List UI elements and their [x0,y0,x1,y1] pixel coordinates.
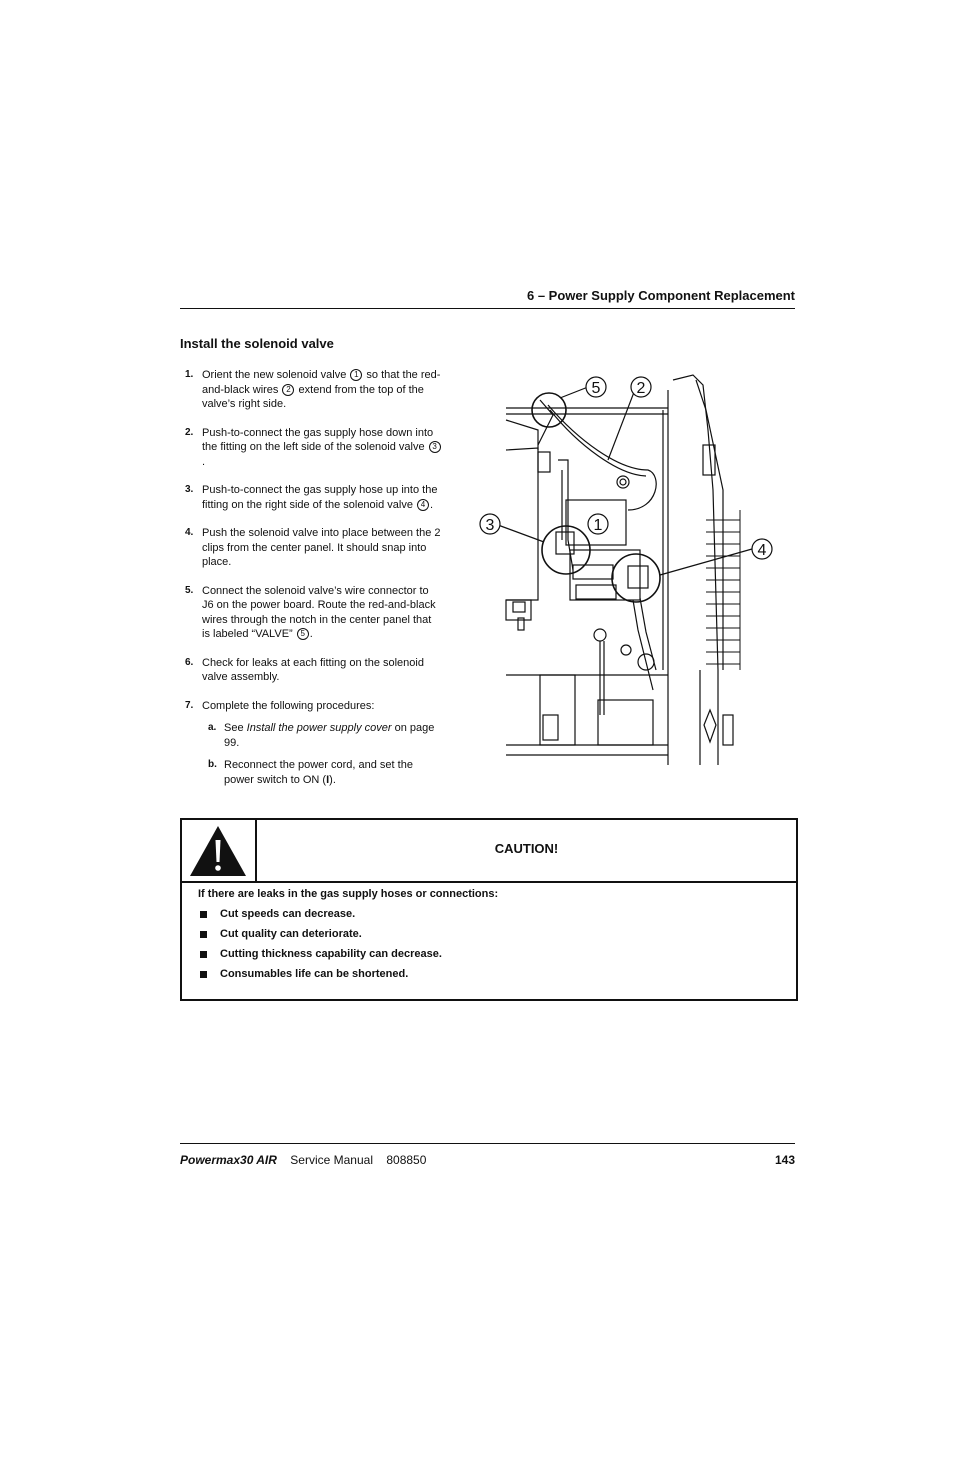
chapter-header: 6 – Power Supply Component Replacement [527,288,795,303]
substep-b [180,758,442,787]
step-text: . [202,455,206,468]
bullet-square-icon [200,931,207,938]
callout-marker: 5 [297,628,309,640]
step-7 [180,699,442,714]
step-number: 5. [185,584,194,596]
step-number: 2. [185,426,194,438]
step-3 [180,483,442,512]
footer-manual: Service Manual [290,1153,373,1167]
caution-header [182,820,796,883]
caution-intro: If there are leaks in the gas supply hoses or connections: [198,888,499,900]
on-symbol: I [326,773,330,786]
step-number: 1. [185,369,194,380]
caution-item-text: Cut speeds can decrease. [220,908,356,920]
step-text: Push-to-connect the gas supply hose down into the fitting on the left side of the solenoid valve [202,426,434,453]
step-number: 3. [185,484,194,495]
figure-callout-3: 3 [485,517,495,534]
bullet-square-icon [200,951,207,958]
figure-callout-1: 1 [593,517,603,534]
caution-icon-cell [182,820,257,881]
step-text: . [309,628,313,640]
step-5 [180,584,442,642]
step-number: 4. [185,527,194,538]
footer-info [180,1153,426,1167]
caution-list [198,908,788,980]
bullet-square-icon [200,971,207,978]
step-number: 6. [185,656,194,668]
callout-marker: 4 [417,499,429,511]
substep-letter: a. [208,722,217,733]
substep-text: Reconnect the power cord, and set the power switch to ON ( [224,759,413,786]
step-text: Orient the new solenoid valve [202,369,350,381]
substep-text: on page 99. [224,722,435,749]
caution-box [180,818,798,1001]
list-item [198,968,788,980]
bullet-square-icon [200,911,207,918]
warning-triangle-icon [182,820,255,881]
footer-product: Powermax30 AIR [180,1153,277,1167]
callout-marker: 3 [429,441,441,453]
section-title: Install the solenoid valve [180,336,334,351]
step-2 [180,426,442,470]
figure-callout-5: 5 [591,380,601,397]
substep-text: ). [329,773,336,786]
caution-item-text: Consumables life can be shortened. [220,968,409,980]
step-4 [180,526,442,570]
header-rule [180,308,795,309]
step-text: Connect the solenoid valve’s wire connector to J6 on the power board. Route the red-and-black wires through the notch in the center panel that is labeled “VALVE” [202,584,436,640]
list-item [198,928,788,940]
substep-text: See [224,722,247,734]
list-item [198,948,788,960]
footer-part-number: 808850 [386,1153,427,1167]
step-number: 7. [185,699,194,711]
callout-marker: 2 [282,384,294,396]
substep-a [180,721,442,750]
figure-callout-2: 2 [636,380,646,397]
step-text: Check for leaks at each fitting on the solenoid valve assembly. [202,656,424,683]
figure-callout-4: 4 [757,542,767,559]
list-item [198,908,788,920]
step-text: extend from the top of the valve’s right side. [202,383,424,410]
footer-rule [180,1143,795,1144]
step-6 [180,656,442,685]
caution-title: CAUTION! [494,841,559,856]
step-text: . [430,498,434,511]
step-text: Complete the following procedures: [202,699,375,712]
caution-item-text: Cut quality can deteriorate. [220,928,362,940]
callout-marker: 1 [350,369,362,381]
solenoid-valve-illustration [478,370,788,770]
cross-reference-link[interactable]: Install the power supply cover [246,722,392,734]
step-text: so that the red-and-black wires [202,369,441,396]
step-1 [180,368,442,412]
substep-letter: b. [208,759,217,770]
step-text: Push the solenoid valve into place between the 2 clips from the center panel. It should snap into place. [202,527,441,568]
caution-item-text: Cutting thickness capability can decrease. [220,948,442,960]
procedure-steps [180,368,442,795]
page-number: 143 [774,1153,795,1167]
step-text: Push-to-connect the gas supply hose up into the fitting on the right side of the solenoid valve [202,484,438,511]
caution-body [198,888,788,988]
